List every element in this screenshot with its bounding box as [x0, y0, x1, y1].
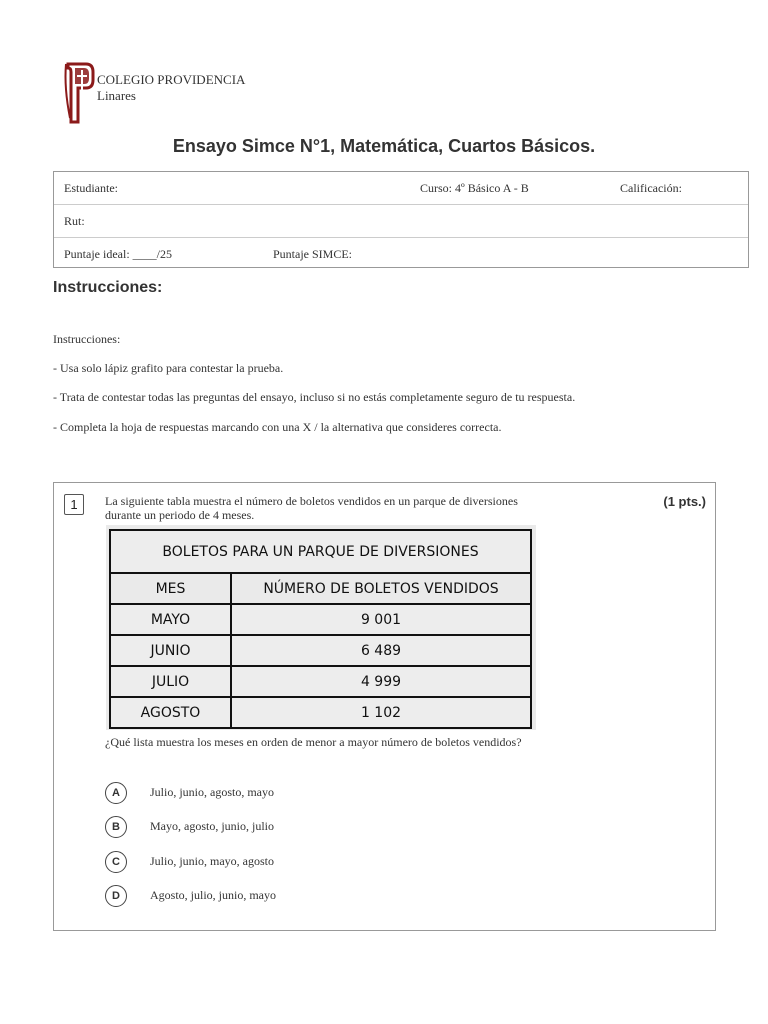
table-cell-month: MAYO	[110, 604, 231, 635]
option-d-bubble[interactable]: D	[105, 885, 127, 907]
info-row-student	[54, 172, 748, 205]
table-header-tickets: NÚMERO DE BOLETOS VENDIDOS	[231, 573, 531, 604]
ideal-score-label: Puntaje ideal: ____/25	[64, 247, 172, 261]
instruction-item: - Usa solo lápiz grafito para contestar la prueba.	[53, 361, 284, 375]
option-b-text: Mayo, agosto, junio, julio	[150, 819, 274, 833]
option-c-bubble[interactable]: C	[105, 851, 127, 873]
option-a-bubble[interactable]: A	[105, 782, 127, 804]
rut-label: Rut:	[64, 214, 85, 228]
instruction-item: - Trata de contestar todas las preguntas del ensayo, incluso si no estás completamente seguro de tu respuesta.	[53, 390, 576, 404]
question-text: La siguiente tabla muestra el número de boletos vendidos en un parque de diversiones durante un periodo de 4 meses.	[105, 494, 518, 522]
instruction-item: - Completa la hoja de respuestas marcando con una X / la alternativa que consideres correcta.	[53, 420, 502, 434]
grade-label: Calificación:	[620, 181, 682, 195]
info-row-score	[54, 238, 748, 270]
table-row	[110, 666, 531, 697]
table-row	[110, 697, 531, 728]
question-points: (1 pts.)	[663, 494, 706, 509]
table-header-month: MES	[110, 573, 231, 604]
school-name: COLEGIO PROVIDENCIA	[97, 72, 246, 87]
student-info-box	[53, 171, 749, 268]
table-cell-tickets: 9 001	[231, 604, 531, 635]
school-city: Linares	[97, 88, 136, 103]
simce-score-label: Puntaje SIMCE:	[273, 247, 353, 261]
school-logo-icon	[62, 58, 96, 126]
option-d-text: Agosto, julio, junio, mayo	[150, 888, 276, 902]
tickets-table-image	[106, 525, 536, 730]
option-b-bubble[interactable]: B	[105, 816, 127, 838]
student-label: Estudiante:	[64, 181, 118, 195]
table-row	[110, 635, 531, 666]
info-row-rut	[54, 205, 748, 238]
table-cell-tickets: 4 999	[231, 666, 531, 697]
table-cell-tickets: 6 489	[231, 635, 531, 666]
table-cell-month: JUNIO	[110, 635, 231, 666]
question-number: 1	[64, 494, 84, 515]
table-cell-tickets: 1 102	[231, 697, 531, 728]
question-prompt: ¿Qué lista muestra los meses en orden de menor a mayor número de boletos vendidos?	[105, 735, 522, 749]
instructions-intro: Instrucciones:	[53, 332, 121, 346]
instructions-heading: Instrucciones:	[53, 279, 163, 296]
table-cell-month: AGOSTO	[110, 697, 231, 728]
exam-title: Ensayo Simce N°1, Matemática, Cuartos Básicos.	[172, 136, 596, 156]
table-row	[110, 604, 531, 635]
table-caption: BOLETOS PARA UN PARQUE DE DIVERSIONES	[110, 530, 531, 573]
option-a-text: Julio, junio, agosto, mayo	[150, 785, 274, 799]
option-c-text: Julio, junio, mayo, agosto	[150, 854, 274, 868]
school-header	[97, 72, 245, 104]
question-box	[53, 482, 716, 931]
course-label: Curso: 4º Básico A - B	[420, 181, 529, 195]
tickets-table	[109, 529, 532, 729]
table-cell-month: JULIO	[110, 666, 231, 697]
